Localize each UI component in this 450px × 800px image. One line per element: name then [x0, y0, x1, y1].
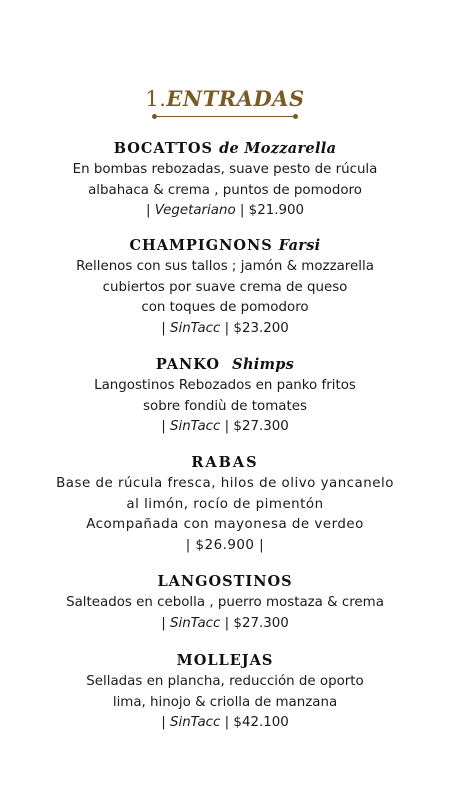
item-price-line	[0, 614, 450, 635]
item-price: $23.200	[233, 320, 289, 336]
item-title	[0, 354, 450, 376]
item-price-line	[0, 201, 450, 222]
separator: |	[161, 715, 170, 730]
item-tag: SinTacc	[169, 715, 221, 730]
section-heading	[0, 86, 450, 111]
separator: |	[235, 203, 249, 218]
menu-item-mollejas	[0, 650, 450, 734]
item-description-line: Acompañada con mayonesa de verdeo	[86, 517, 364, 532]
separator: |	[220, 615, 234, 631]
item-name: MOLLEJAS	[176, 652, 274, 669]
separator: |	[220, 320, 234, 336]
item-title	[0, 650, 450, 672]
item-tag: SinTacc	[169, 320, 221, 336]
item-name-suffix: Shimps	[232, 356, 295, 373]
item-description-line: Selladas en plancha, reducción de oporto	[86, 674, 364, 689]
item-description-line: sobre fondiù de tomates	[143, 398, 307, 414]
section-title: ENTRADAS	[166, 86, 305, 111]
heading-rule	[157, 116, 293, 117]
item-description-line: Base de rúcula fresca, hilos de olivo yancanelo	[56, 476, 394, 491]
item-price: $27.300	[233, 419, 289, 434]
separator: |	[161, 615, 170, 631]
item-tag: SinTacc	[169, 615, 221, 631]
menu-item-langostinos	[0, 571, 450, 634]
item-price: $42.100	[233, 715, 289, 730]
item-title	[0, 571, 450, 593]
item-description-line: al limón, rocío de pimentón	[126, 496, 324, 512]
item-title	[0, 138, 450, 160]
item-name: CHAMPIGNONS	[129, 237, 273, 254]
item-description-line: con toques de pomodoro	[141, 300, 309, 315]
item-title	[0, 235, 450, 257]
item-description-line: albahaca & crema , puntos de pomodoro	[88, 182, 362, 198]
menu-item-panko	[0, 354, 450, 438]
item-price-line	[0, 417, 450, 438]
separator: |	[145, 203, 155, 218]
separator: |	[220, 419, 234, 434]
separator: |	[220, 715, 234, 730]
item-description-line: Langostinos Rebozados en panko fritos	[94, 378, 356, 393]
item-price-line: | $26.900 |	[185, 537, 265, 553]
item-price: $27.300	[233, 615, 289, 631]
item-description-line: En bombas rebozadas, suave pesto de rúcula	[72, 162, 378, 177]
item-name: PANKO	[155, 356, 221, 373]
item-tag: SinTacc	[169, 419, 221, 434]
item-name: BOCATTOS	[113, 140, 214, 157]
menu-item-bocattos	[0, 138, 450, 222]
item-description-line: Salteados en cebolla , puerro mostaza & crema	[66, 595, 384, 610]
item-price-line	[0, 319, 450, 340]
item-title	[0, 452, 450, 474]
menu-item-champignons	[0, 235, 450, 339]
item-name: RABAS	[191, 454, 259, 471]
separator: |	[161, 320, 170, 336]
menu-item-rabas	[0, 452, 450, 556]
item-name: LANGOSTINOS	[157, 573, 293, 590]
item-price: $21.900	[248, 203, 305, 218]
separator: |	[161, 419, 170, 434]
item-price-line	[0, 713, 450, 734]
item-description-line: cubiertos por suave crema de queso	[102, 279, 348, 295]
item-description-line: lima, hinojo & criolla de manzana	[112, 694, 338, 710]
item-name-suffix: de Mozzarella	[219, 140, 337, 157]
item-description-line: Rellenos con sus tallos ; jamón & mozzarella	[76, 259, 374, 274]
section-number: 1.	[145, 87, 167, 111]
item-name-suffix: Farsi	[278, 237, 321, 254]
heading-rule-dot-right	[293, 114, 298, 119]
item-tag: Vegetariano	[154, 203, 236, 218]
